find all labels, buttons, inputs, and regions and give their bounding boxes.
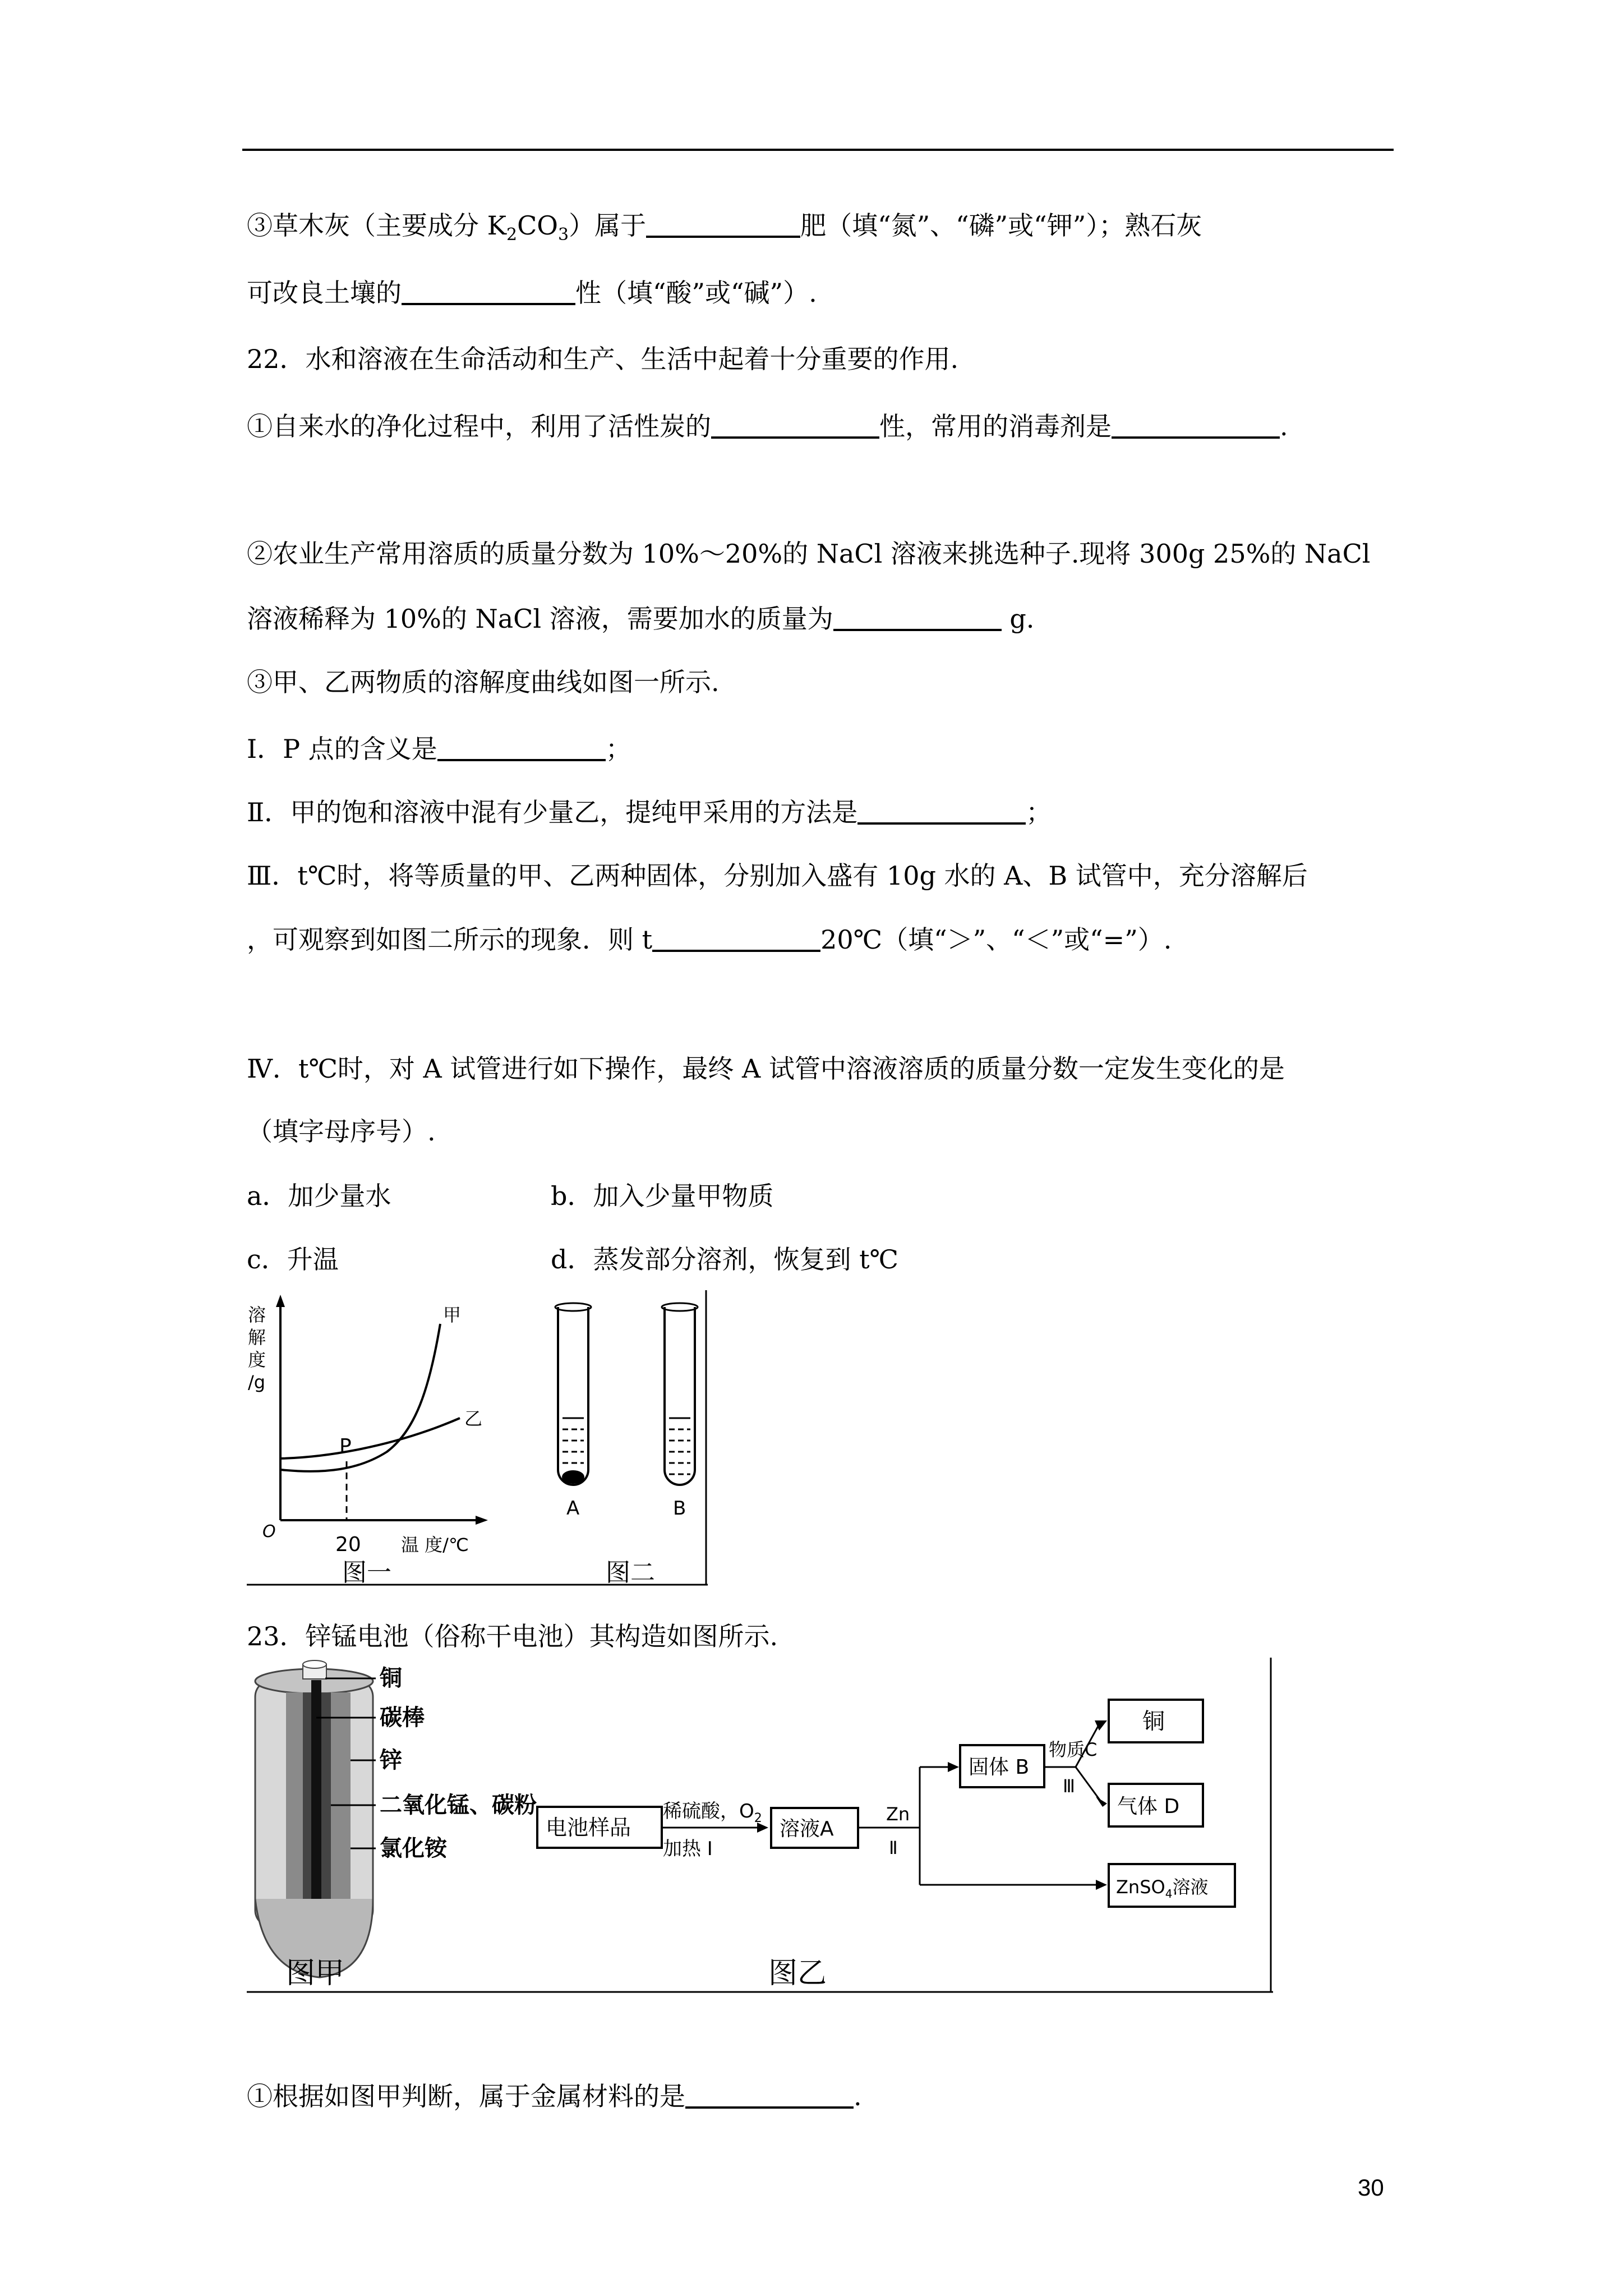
test-tube-b — [662, 1303, 698, 1520]
answer-blank[interactable] — [833, 603, 1002, 631]
point-p-label: P — [339, 1435, 352, 1458]
y-label-2: 解 — [248, 1327, 266, 1348]
answer-blank[interactable] — [1112, 411, 1280, 439]
x-tick-20: 20 — [335, 1533, 361, 1556]
tube-a-label: A — [566, 1497, 580, 1520]
x-label: 温 度/℃ — [401, 1534, 469, 1556]
q22-3-i: Ⅰ．P 点的含义是 ； — [247, 734, 631, 764]
box-solid-b-label: 固体 B — [969, 1756, 1030, 1779]
origin-label: O — [262, 1522, 276, 1542]
q23-1: ①根据如图甲判断，属于金属材料的是 . — [247, 2081, 862, 2111]
q22-1: ①自来水的净化过程中，利用了活性炭的 性，常用的消毒剂是 . — [247, 411, 1288, 441]
box-znso4-label: ZnSO$_4$溶液 — [1116, 1876, 1209, 1901]
substance-c-label: 物质C — [1049, 1739, 1098, 1760]
q21-3-line1: ③草木灰（主要成分 $K_2CO_3$）属于 肥（填“氮”、“磷”或“钾”）；熟石灰 — [247, 210, 1202, 245]
step3-label: Ⅲ — [1063, 1775, 1076, 1797]
q22-3-iv-line1: Ⅳ．t℃时，对 A 试管进行如下操作，最终 A 试管中溶液溶质的质量分数一定发生变化的是 — [247, 1053, 1285, 1084]
answer-blank[interactable] — [402, 277, 575, 305]
y-label-1: 溶 — [248, 1304, 266, 1326]
figure-battery — [247, 1658, 1276, 1994]
option-b: b．加入少量甲物质 — [551, 1181, 774, 1211]
label-mno2-carbon: 二氧化锰、碳粉 — [380, 1792, 537, 1818]
y-label-4: /g — [248, 1372, 266, 1393]
box-solution-a-label: 溶液A — [780, 1818, 834, 1841]
page-number: 30 — [1358, 2174, 1384, 2201]
step1-bottom-label: 加热 Ⅰ — [663, 1838, 713, 1860]
label-nh4cl: 氯化铵 — [380, 1835, 447, 1861]
label-zinc: 锌 — [380, 1747, 402, 1773]
battery-illustration — [255, 1660, 373, 1977]
q22-2-line2: 溶液稀释为 10%的 NaCl 溶液，需要加水的质量为 g. — [247, 604, 1035, 634]
answer-blank[interactable] — [652, 924, 820, 952]
figure-jia-caption: 图甲 — [286, 1957, 345, 1990]
answer-blank[interactable] — [711, 411, 879, 439]
curve-jia-label: 甲 — [443, 1304, 462, 1326]
option-d: d．蒸发部分溶剂，恢复到 t℃ — [551, 1244, 899, 1274]
figure2-caption: 图二 — [606, 1558, 655, 1587]
q23-title: 23．锌锰电池（俗称干电池）其构造如图所示. — [247, 1621, 778, 1651]
curve-yi — [280, 1418, 460, 1458]
figure1-caption: 图一 — [342, 1558, 391, 1587]
step2-label: Ⅱ — [889, 1837, 898, 1858]
label-copper: 铜 — [380, 1665, 402, 1691]
option-a: a．加少量水 — [247, 1181, 391, 1211]
q22-3-ii: Ⅱ．甲的饱和溶液中混有少量乙，提纯甲采用的方法是 ； — [247, 797, 1052, 827]
tube-b-label: B — [673, 1497, 686, 1520]
answer-blank[interactable] — [857, 797, 1026, 825]
figure-yi-caption: 图乙 — [768, 1957, 827, 1990]
figure-solubility — [247, 1290, 712, 1588]
q22-3: ③甲、乙两物质的溶解度曲线如图一所示. — [247, 667, 720, 697]
option-c: c．升温 — [247, 1244, 339, 1274]
q22-2-line1: ②农业生产常用溶质的质量分数为 10%～20%的 NaCl 溶液来挑选种子.现将 300g 25%的 NaCl — [247, 539, 1371, 569]
q22-title: 22．水和溶液在生命活动和生产、生活中起着十分重要的作用. — [247, 344, 959, 374]
box-copper-label: 铜 — [1142, 1709, 1165, 1734]
answer-blank[interactable] — [646, 210, 800, 238]
step1-top-label: 稀硫酸，$O_2$ — [663, 1800, 762, 1825]
q22-3-iii-line2: ，可观察到如图二所示的现象．则 t 20℃（填“＞”、“＜”或“=”）. — [247, 924, 1172, 955]
q22-3-iv-line2: （填字母序号）. — [247, 1116, 436, 1147]
q22-3-iii-line1: Ⅲ．t℃时，将等质量的甲、乙两种固体，分别加入盛有 10g 水的 A、B 试管中，充分溶解后 — [247, 861, 1308, 891]
label-carbon-rod: 碳棒 — [380, 1705, 425, 1731]
box-battery-sample-label: 电池样品 — [546, 1815, 631, 1840]
zn-label: Zn — [886, 1803, 910, 1825]
q21-3-line2: 可改良土壤的 性（填“酸”或“碱”）. — [247, 278, 817, 308]
answer-blank[interactable] — [685, 2081, 854, 2109]
y-label-3: 度 — [248, 1349, 266, 1370]
header-rule — [242, 149, 1394, 151]
test-tube-a — [555, 1303, 591, 1520]
answer-blank[interactable] — [437, 733, 606, 761]
box-gas-d-label: 气体 D — [1117, 1795, 1180, 1818]
curve-yi-label: 乙 — [464, 1408, 483, 1429]
